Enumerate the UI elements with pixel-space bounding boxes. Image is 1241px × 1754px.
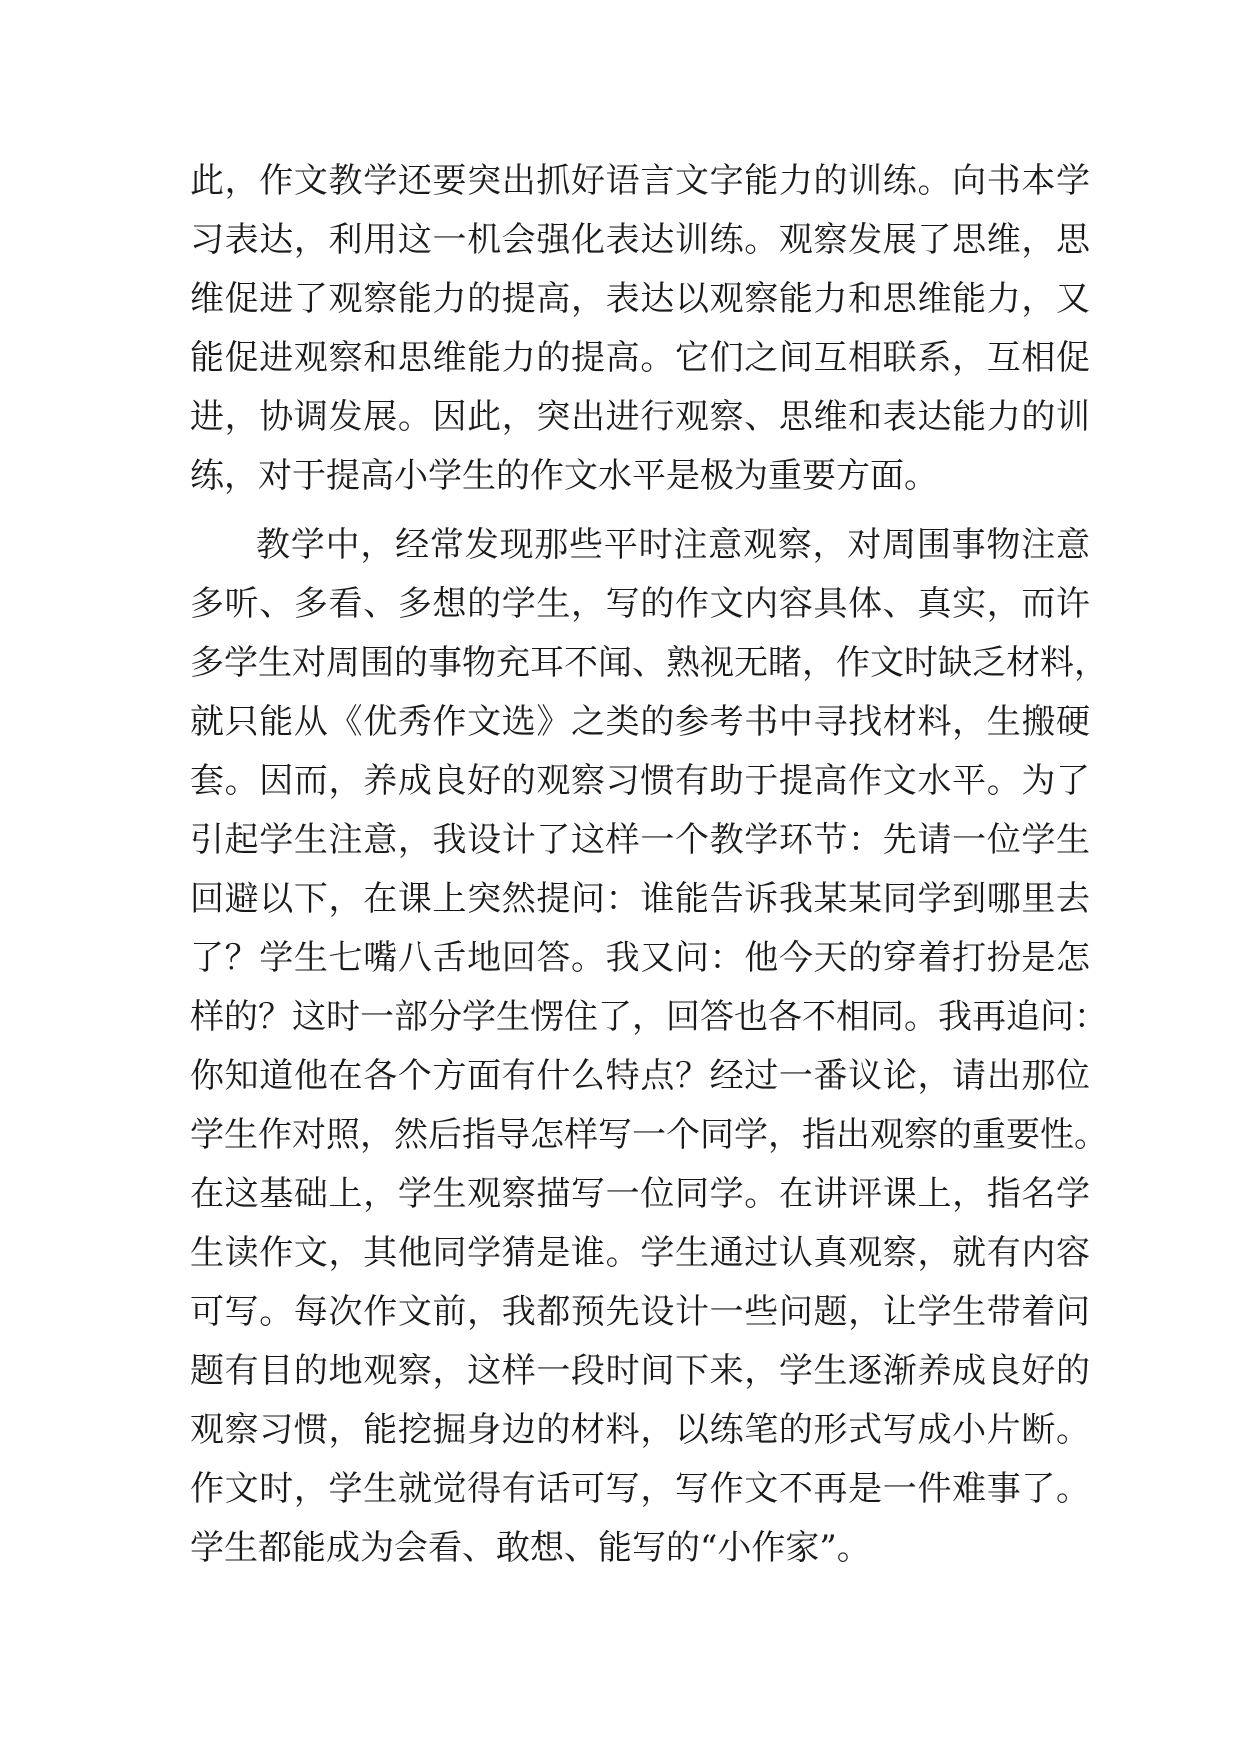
text-line: 引起学生注意，我设计了这样一个教学环节：先请一位学生 <box>190 820 1090 860</box>
text-line: 练，对于提高小学生的作文水平是极为重要方面。 <box>190 456 938 496</box>
text-line: 作文时，学生就觉得有话可写，写作文不再是一件难事了。 <box>190 1469 1090 1509</box>
text-line: 在这基础上，学生观察描写一位同学。在讲评课上，指名学 <box>190 1174 1090 1214</box>
text-line: 就只能从《优秀作文选》之类的参考书中寻找材料，生搬硬 <box>190 702 1090 742</box>
text-line: 样的？这时一部分学生愣住了，回答也各不相同。我再追问： <box>190 997 1108 1037</box>
text-line: 教学中，经常发现那些平时注意观察，对周围事物注意 <box>256 525 1090 565</box>
text-line: 观察习惯，能挖掘身边的材料，以练笔的形式写成小片断。 <box>190 1410 1090 1450</box>
text-line: 维促进了观察能力的提高，表达以观察能力和思维能力，又 <box>190 279 1090 319</box>
text-line: 习表达，利用这一机会强化表达训练。观察发展了思维，思 <box>190 220 1090 260</box>
text-line: 题有目的地观察，这样一段时间下来，学生逐渐养成良好的 <box>190 1351 1090 1391</box>
text-line: 多听、多看、多想的学生，写的作文内容具体、真实，而许 <box>190 584 1090 624</box>
text-line: 了？学生七嘴八舌地回答。我又问：他今天的穿着打扮是怎 <box>190 938 1090 978</box>
text-line: 套。因而，养成良好的观察习惯有助于提高作文水平。为了 <box>190 761 1090 801</box>
text-line: 你知道他在各个方面有什么特点？经过一番议论，请出那位 <box>190 1056 1090 1096</box>
text-line: 能促进观察和思维能力的提高。它们之间互相联系，互相促 <box>190 338 1090 378</box>
text-line: 多学生对周围的事物充耳不闻、熟视无睹，作文时缺乏材料， <box>190 643 1108 683</box>
paragraph-2 <box>190 516 1108 1578</box>
text-line: 可写。每次作文前，我都预先设计一些问题，让学生带着问 <box>190 1292 1090 1332</box>
text-line: 此，作文教学还要突出抓好语言文字能力的训练。向书本学 <box>190 161 1090 201</box>
text-line: 生读作文，其他同学猜是谁。学生通过认真观察，就有内容 <box>190 1233 1090 1273</box>
text-line: 回避以下，在课上突然提问：谁能告诉我某某同学到哪里去 <box>190 879 1090 919</box>
paragraph-1 <box>190 152 1090 506</box>
text-line: 学生都能成为会看、敢想、能写的“小作家”。 <box>190 1528 871 1568</box>
text-line: 学生作对照，然后指导怎样写一个同学，指出观察的重要性。 <box>190 1115 1108 1155</box>
document-body <box>190 152 1108 1578</box>
text-line: 进，协调发展。因此，突出进行观察、思维和表达能力的训 <box>190 397 1090 437</box>
